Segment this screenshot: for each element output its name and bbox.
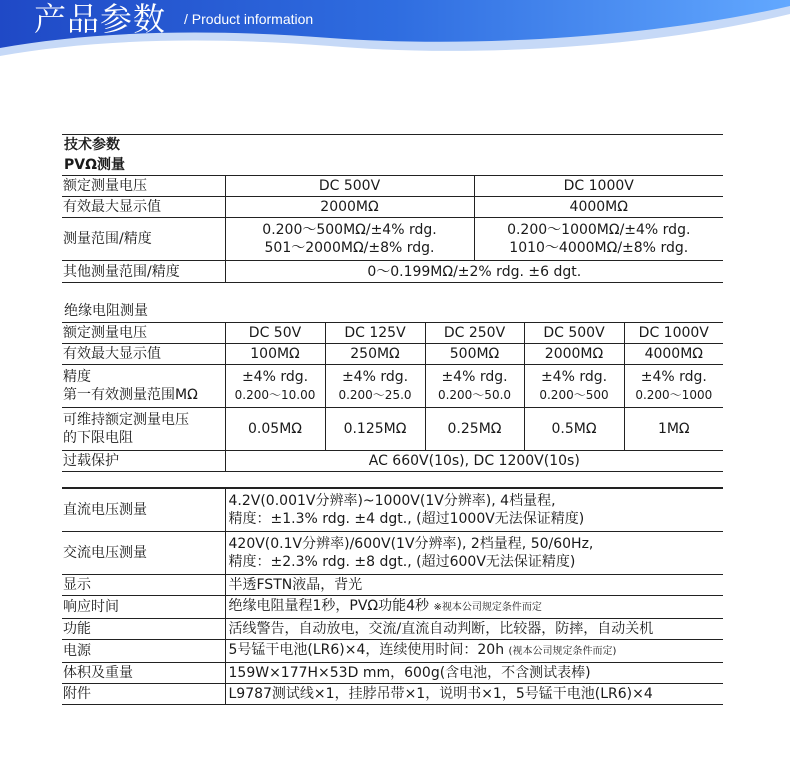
pv-max-1000: 4000MΩ [474, 197, 723, 218]
pv-range-label: 测量范围/精度 [62, 218, 225, 261]
ins-max-50: 100MΩ [225, 343, 325, 364]
general-block [62, 487, 723, 705]
ins-max-500: 2000MΩ [524, 343, 624, 364]
ins-max-1000: 4000MΩ [624, 343, 723, 364]
ac-voltage-label: 交流电压测量 [62, 531, 225, 574]
pv-range-1000-line1: 0.200～1000MΩ/±4% rdg. [507, 222, 691, 238]
response-value [225, 595, 723, 618]
ins-rated-500: DC 500V [524, 322, 624, 343]
pv-heading: PVΩ测量 [62, 155, 723, 176]
accessories-value: L9787测试线×1，挂脖吊带×1，说明书×1，5号锰干电池(LR6)×4 [225, 683, 723, 704]
page-subtitle: / Product information [184, 11, 314, 27]
display-value: 半透FSTN液晶，背光 [225, 574, 723, 595]
ins-accuracy-value: ±4% rdg. [241, 368, 309, 385]
pv-range-1000 [474, 218, 723, 261]
insulation-heading: 绝缘电阻测量 [62, 300, 723, 322]
ins-range-value: 0.200～50.0 [437, 387, 512, 402]
ins-range-value: 0.200～1000 [635, 387, 713, 402]
dc-voltage-line1: 4.2V(0.001V分辨率)~1000V(1V分辨率), 4档量程, [228, 492, 556, 509]
ins-accuracy-label [62, 364, 225, 407]
response-note: ※视本公司规定条件而定 [433, 601, 542, 613]
ins-accuracy-cell [624, 364, 723, 407]
ins-accuracy-label-line2: 第一有效测量范围MΩ [63, 386, 198, 403]
pv-range-500-line2: 501～2000MΩ/±8% rdg. [264, 240, 435, 256]
ins-lower-value: 0.25MΩ [425, 407, 524, 450]
pv-rated-label: 额定测量电压 [62, 176, 225, 197]
ins-max-250: 500MΩ [425, 343, 524, 364]
ins-overload-label: 过载保护 [62, 450, 225, 471]
response-label: 响应时间 [62, 595, 225, 618]
ac-voltage-line2: 精度：±2.3% rdg. ±8 dgt., (超过600V无法保证精度) [228, 553, 576, 570]
ins-accuracy-value: ±4% rdg. [640, 368, 707, 385]
pv-range-1000-line2: 1010～4000MΩ/±8% rdg. [509, 240, 689, 256]
ins-accuracy-cell [524, 364, 624, 407]
display-label: 显示 [62, 574, 225, 595]
ins-lower-value: 0.125MΩ [325, 407, 425, 450]
ins-range-value: 0.200～10.00 [234, 387, 316, 402]
header-banner [0, 0, 790, 62]
ins-accuracy-cell [425, 364, 524, 407]
ins-max-label: 有效最大显示值 [62, 343, 225, 364]
ins-max-125: 250MΩ [325, 343, 425, 364]
pv-rated-1000: DC 1000V [474, 176, 723, 197]
ins-range-value: 0.200～500 [539, 387, 609, 402]
ins-lower-value: 1MΩ [624, 407, 723, 450]
ins-accuracy-cell [225, 364, 325, 407]
function-label: 功能 [62, 618, 225, 639]
insulation-block [62, 300, 723, 472]
ins-accuracy-value: ±4% rdg. [441, 368, 508, 385]
ac-voltage-line1: 420V(0.1V分辨率)/600V(1V分辨率), 2档量程, 50/60Hz, [228, 535, 594, 552]
pv-other-label: 其他测量范围/精度 [62, 261, 225, 283]
pv-max-500: 2000MΩ [225, 197, 474, 218]
response-text: 绝缘电阻量程1秒，PVΩ功能4秒 [228, 597, 430, 614]
ins-lower-value: 0.5MΩ [524, 407, 624, 450]
pv-range-500-line1: 0.200～500MΩ/±4% rdg. [262, 222, 437, 238]
ins-accuracy-value: ±4% rdg. [540, 368, 608, 385]
pv-table [62, 134, 723, 283]
ins-rated-250: DC 250V [425, 322, 524, 343]
pv-range-500 [225, 218, 474, 261]
power-note: (视本公司规定条件而定) [508, 645, 617, 657]
size-weight-value: 159W×177H×53D mm，600g(含电池，不含测试表棒) [225, 662, 723, 683]
power-value [225, 639, 723, 662]
ins-lower-label-line1: 可维持额定测量电压 [63, 411, 189, 428]
page-title: 产品参数 [34, 0, 167, 38]
accessories-label: 附件 [62, 683, 225, 704]
ins-accuracy-value: ±4% rdg. [341, 368, 409, 385]
function-value: 活线警告，自动放电，交流/直流自动判断，比较器，防摔，自动关机 [225, 618, 723, 639]
dc-voltage-label: 直流电压测量 [62, 488, 225, 531]
pv-other-value: 0～0.199MΩ/±2% rdg. ±6 dgt. [225, 261, 723, 283]
ins-rated-125: DC 125V [325, 322, 425, 343]
ins-accuracy-cell [325, 364, 425, 407]
ins-lower-label [62, 407, 225, 450]
power-label: 电源 [62, 639, 225, 662]
pv-rated-500: DC 500V [225, 176, 474, 197]
insulation-table [62, 300, 723, 472]
ins-lower-label-line2: 的下限电阻 [63, 429, 133, 446]
ins-lower-value: 0.05MΩ [225, 407, 325, 450]
ins-rated-50: DC 50V [225, 322, 325, 343]
ac-voltage-value [225, 531, 723, 574]
ins-range-value: 0.200～25.0 [338, 387, 412, 402]
dc-voltage-value [225, 488, 723, 531]
ins-rated-label: 额定测量电压 [62, 322, 225, 343]
general-table [62, 487, 723, 705]
pv-block [62, 134, 723, 283]
dc-voltage-line2: 精度：±1.3% rdg. ±4 dgt., (超过1000V无法保证精度) [228, 510, 585, 527]
pv-max-label: 有效最大显示值 [62, 197, 225, 218]
ins-overload-value: AC 660V(10s), DC 1200V(10s) [225, 450, 723, 471]
power-text: 5号锰干电池(LR6)×4，连续使用时间：20h [228, 641, 505, 658]
tech-params-heading: 技术参数 [62, 135, 723, 156]
size-weight-label: 体积及重量 [62, 662, 225, 683]
ins-accuracy-label-line1: 精度 [63, 368, 91, 385]
ins-rated-1000: DC 1000V [624, 322, 723, 343]
